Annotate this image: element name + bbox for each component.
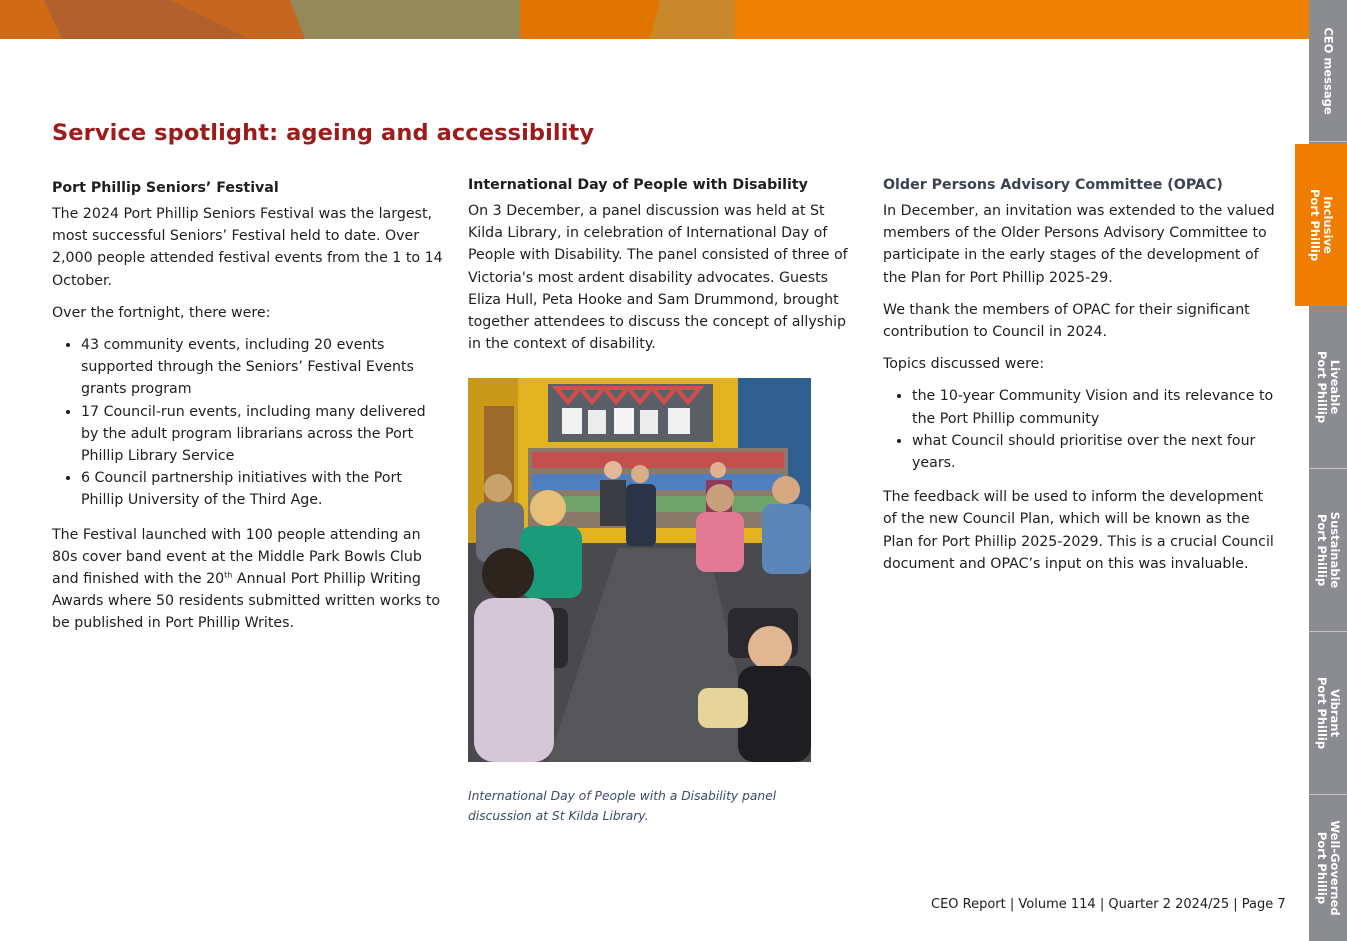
page-footer: CEO Report | Volume 114 | Quarter 2 2024/25 | Page 7	[931, 897, 1286, 912]
text-run: Annual Port Phillip Writing Awards where 50 residents submitted written works to be published in Port Phillip Writes.	[52, 571, 441, 632]
paragraph: The feedback will be used to inform the development of the new Council Plan, which will be known as the Plan for Port Phillip 2025-2029. This is a crucial Council document and OPAC’s input on this was invaluable.	[883, 489, 1274, 572]
list-item: • 6 Council partnership initiatives with the Port Phillip University of the Third Age.	[81, 467, 444, 511]
photo-caption: International Day of People with a Disability panel discussion at St Kilda Library.	[468, 789, 777, 823]
tab-label-line: Port Phillip	[1315, 350, 1329, 424]
superscript: th	[224, 570, 233, 580]
tab-label	[1315, 677, 1341, 749]
tab-ceo-message[interactable]	[1309, 0, 1347, 142]
tab-label-line: Port Phillip	[1315, 513, 1329, 587]
list-item: • 43 community events, including 20 events supported through the Seniors’ Festival Events grants program	[81, 334, 444, 401]
tab-vibrant-port-phillip[interactable]	[1309, 632, 1347, 795]
panel-discussion-photo	[468, 378, 811, 762]
tab-liveable-port-phillip[interactable]	[1309, 306, 1347, 469]
tab-label-line: Port Phillip	[1308, 188, 1322, 262]
paragraph: Topics discussed were:	[883, 356, 1045, 373]
list-item: • the 10-year Community Vision and its relevance to the Port Phillip community	[912, 385, 1275, 429]
tab-label-line: CEO message	[1321, 26, 1336, 115]
section-tabs	[1309, 0, 1347, 941]
tab-label-line: Liveable	[1328, 359, 1342, 415]
seniors-festival-column	[52, 177, 444, 645]
seniors-festival-heading: Port Phillip Seniors’ Festival	[52, 180, 279, 196]
paragraph: We thank the members of OPAC for their significant contribution to Council in 2024.	[883, 301, 1250, 341]
text-run: The Festival launched with 100 people attending an 80s cover band event at the Middle Park Bowls Club and finished with the 20	[52, 526, 422, 588]
photo-illustration	[468, 378, 811, 762]
topics-list	[883, 385, 1275, 474]
paragraph: In December, an invitation was extended to the valued members of the Older Persons Advisory Committee to participate in the early stages of the development of the Plan for Port Phillip 2025-29.	[883, 203, 1275, 286]
tab-label-line: Vibrant	[1328, 689, 1342, 737]
tab-label	[1308, 189, 1334, 261]
tab-label-line: Port Phillip	[1315, 831, 1329, 905]
tab-label-line: Sustainable	[1328, 511, 1342, 589]
events-list	[52, 334, 444, 512]
tab-label	[1315, 512, 1341, 588]
disability-day-heading: International Day of People with Disability	[468, 177, 808, 193]
tab-inclusive-port-phillip[interactable]	[1295, 144, 1347, 306]
list-item: • what Council should prioritise over the next four years.	[912, 430, 1275, 474]
tab-label-line: Inclusive	[1321, 196, 1335, 254]
opac-heading: Older Persons Advisory Committee (OPAC)	[883, 177, 1223, 193]
tab-label-line: Port Phillip	[1315, 676, 1329, 750]
page-title: Service spotlight: ageing and accessibility	[52, 120, 595, 146]
disability-day-column	[468, 174, 860, 365]
tab-sustainable-port-phillip[interactable]	[1309, 469, 1347, 632]
tab-label	[1315, 820, 1341, 915]
banner-graphic	[0, 0, 1310, 39]
paragraph	[52, 524, 444, 635]
paragraph: Over the fortnight, there were:	[52, 304, 271, 321]
tab-well-governed-port-phillip[interactable]	[1309, 795, 1347, 941]
tab-label-line: Well-Governed	[1328, 820, 1342, 916]
tab-label	[1315, 351, 1341, 423]
paragraph: The 2024 Port Phillip Seniors Festival was the largest, most successful Seniors’ Festival held to date. Over 2,000 people attended festival events from the 1 to 14 October.	[52, 206, 443, 289]
tab-label	[1322, 27, 1335, 114]
paragraph: On 3 December, a panel discussion was held at St Kilda Library, in celebration of International Day of People with Disability. The panel consisted of three of Victoria's most ardent disability advocates. Guests Eliza Hull, Peta Hooke and Sam Drummond, brought together attendees to discuss the concept of allyship in the context of disability.	[468, 203, 848, 353]
header-banner	[0, 0, 1310, 39]
list-item: • 17 Council-run events, including many delivered by the adult program librarians across the Port Phillip Library Service	[81, 401, 444, 468]
opac-column	[883, 174, 1275, 585]
